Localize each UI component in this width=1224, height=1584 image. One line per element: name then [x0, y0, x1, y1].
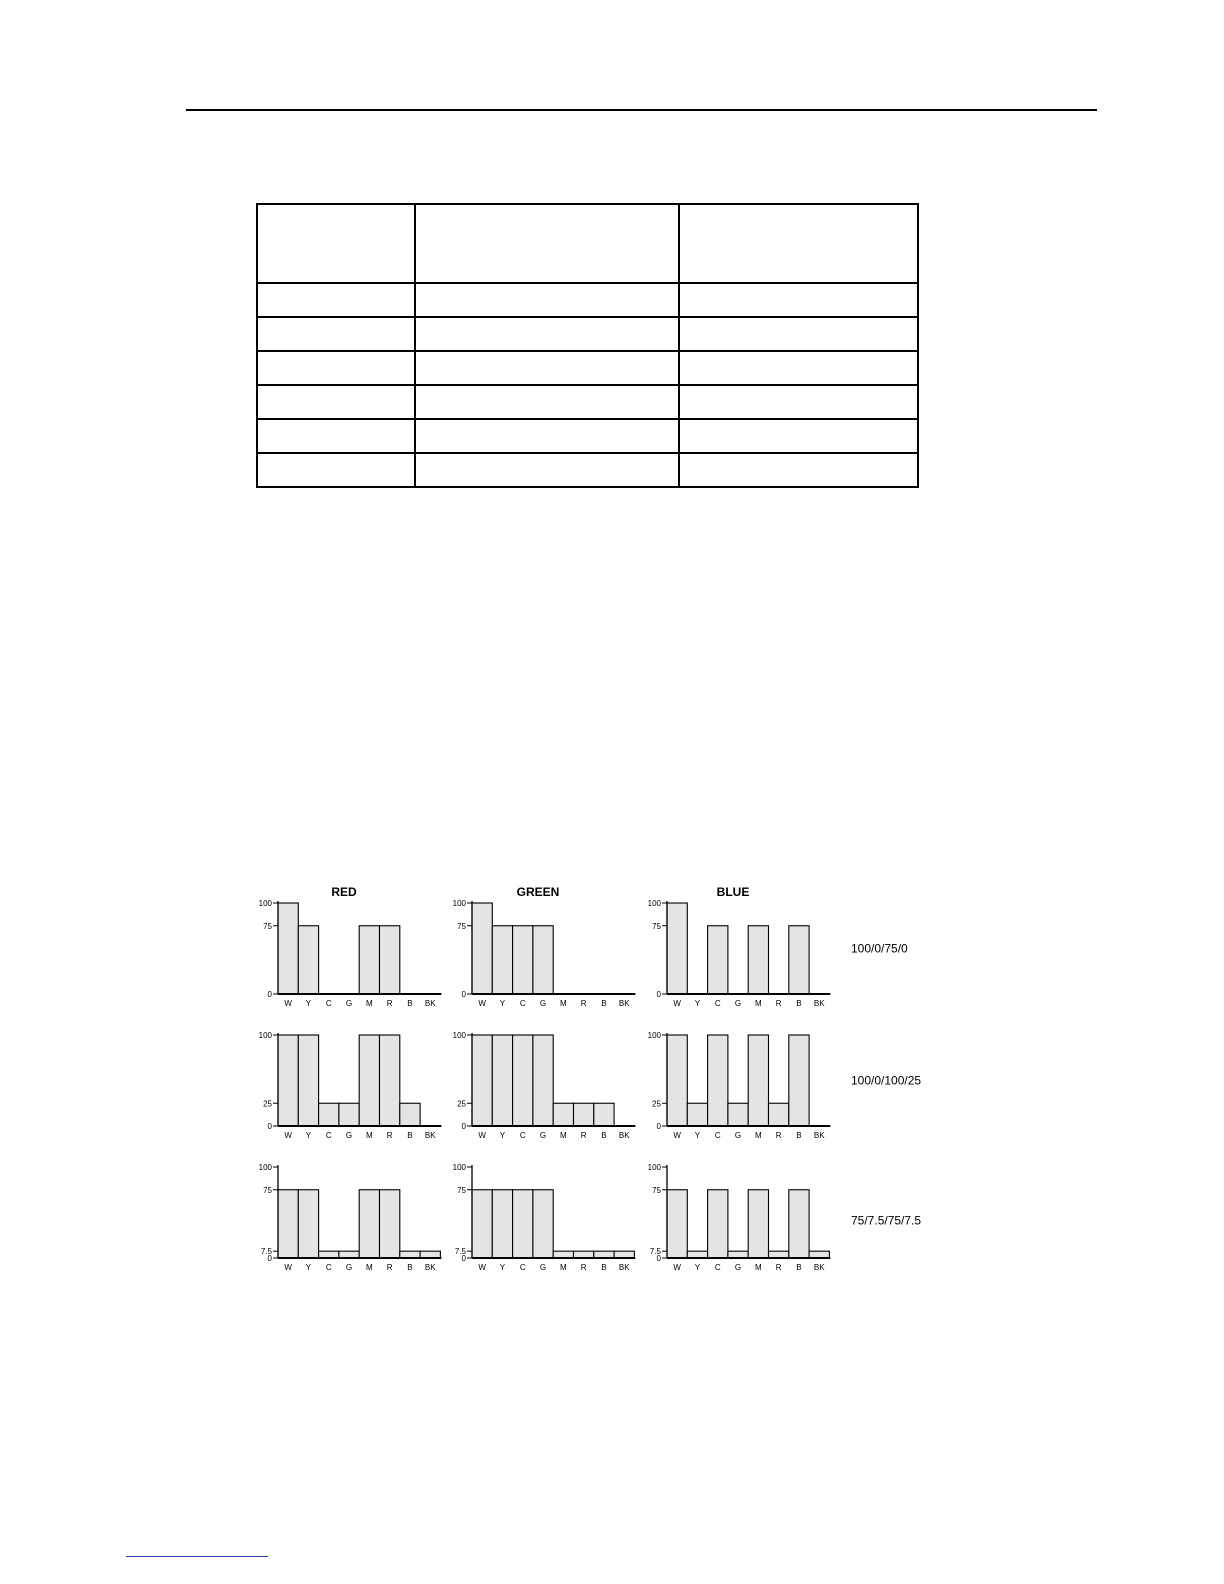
x-tick-label: C [519, 1131, 526, 1140]
y-tick-label: 0 [267, 1254, 272, 1263]
bar [339, 1103, 359, 1126]
y-tick-label: 0 [656, 1122, 661, 1131]
y-tick-label: 100 [452, 1163, 466, 1172]
x-tick-label: BK [618, 1263, 630, 1272]
y-tick-label: 25 [263, 1099, 272, 1109]
bar [789, 1190, 809, 1258]
y-tick-label: 7.5 [260, 1247, 272, 1257]
bar [298, 1035, 318, 1126]
bar [339, 1251, 359, 1258]
y-tick-label: 75 [263, 921, 272, 931]
bar [278, 1190, 298, 1258]
x-tick-label: W [284, 999, 292, 1008]
x-tick-label: G [734, 1263, 742, 1272]
x-tick-label: G [734, 1131, 742, 1140]
x-tick-label: G [345, 999, 353, 1008]
y-tick-label: 25 [652, 1099, 661, 1109]
chart-column-title: RED [331, 885, 357, 899]
x-tick-label: G [539, 1131, 547, 1140]
x-tick-label: C [325, 1131, 332, 1140]
x-tick-label: Y [694, 1263, 701, 1272]
row-label: 75/7.5/75/7.5 [851, 1213, 922, 1228]
bar [492, 1190, 512, 1258]
x-tick-label: BK [424, 1131, 436, 1140]
bar [472, 903, 492, 994]
bar [359, 926, 379, 994]
bar [513, 926, 533, 994]
bar [553, 1251, 573, 1258]
x-tick-label: Y [694, 999, 701, 1008]
x-tick-label: BK [424, 1263, 436, 1272]
x-tick-label: C [519, 999, 526, 1008]
y-tick-label: 7.5 [649, 1247, 661, 1257]
x-tick-label: G [539, 999, 547, 1008]
x-tick-label: BK [813, 1131, 825, 1140]
x-tick-label: BK [618, 1131, 630, 1140]
bar [380, 926, 400, 994]
x-tick-label: G [539, 1263, 547, 1272]
x-tick-label: B [796, 999, 802, 1008]
bar [319, 1251, 339, 1258]
bar [614, 1251, 634, 1258]
row-label: 100/0/100/25 [851, 1073, 922, 1088]
chart-column-title: GREEN [516, 885, 560, 899]
x-tick-label: W [478, 1263, 486, 1272]
x-tick-label: W [673, 1131, 681, 1140]
x-tick-label: R [386, 999, 393, 1008]
x-tick-label: W [284, 1263, 292, 1272]
bar [708, 1190, 728, 1258]
x-tick-label: C [714, 999, 721, 1008]
y-tick-label: 100 [258, 899, 272, 908]
y-tick-label: 100 [647, 899, 661, 908]
bar [687, 1103, 707, 1126]
bar [748, 1035, 768, 1126]
x-tick-label: B [601, 1131, 607, 1140]
bar [298, 926, 318, 994]
chart-column-title: BLUE [716, 885, 750, 899]
bar [472, 1035, 492, 1126]
x-tick-label: C [325, 999, 332, 1008]
y-tick-label: 0 [461, 990, 466, 999]
bar [769, 1103, 789, 1126]
x-tick-label: M [755, 999, 762, 1008]
row-label: 100/0/75/0 [851, 941, 908, 956]
bar [687, 1251, 707, 1258]
x-tick-label: R [386, 1263, 393, 1272]
y-tick-label: 0 [656, 1254, 661, 1263]
bar [359, 1035, 379, 1126]
x-tick-label: C [714, 1263, 721, 1272]
y-tick-label: 75 [652, 1185, 661, 1195]
bar [359, 1190, 379, 1258]
bar [319, 1103, 339, 1126]
x-tick-label: R [775, 999, 782, 1008]
bar [400, 1103, 420, 1126]
x-tick-label: C [519, 1263, 526, 1272]
bar [533, 926, 553, 994]
x-tick-label: Y [499, 999, 506, 1008]
x-tick-label: C [325, 1263, 332, 1272]
bar [420, 1251, 440, 1258]
x-tick-label: BK [424, 999, 436, 1008]
x-tick-label: Y [694, 1131, 701, 1140]
x-tick-label: M [560, 999, 567, 1008]
x-tick-label: M [366, 999, 373, 1008]
x-tick-label: W [673, 1263, 681, 1272]
bar [574, 1251, 594, 1258]
x-tick-label: B [796, 1131, 802, 1140]
x-tick-label: W [673, 999, 681, 1008]
bar [667, 1035, 687, 1126]
x-tick-label: R [580, 1131, 587, 1140]
y-tick-label: 75 [263, 1185, 272, 1195]
y-tick-label: 100 [452, 899, 466, 908]
y-tick-label: 100 [258, 1163, 272, 1172]
bar [769, 1251, 789, 1258]
x-tick-label: R [775, 1131, 782, 1140]
x-tick-label: W [478, 999, 486, 1008]
bar [809, 1251, 829, 1258]
y-tick-label: 75 [457, 1185, 466, 1195]
bar [728, 1103, 748, 1126]
y-tick-label: 0 [267, 990, 272, 999]
x-tick-label: G [345, 1131, 353, 1140]
x-tick-label: B [601, 1263, 607, 1272]
bar [513, 1190, 533, 1258]
x-tick-label: W [284, 1131, 292, 1140]
bar [708, 1035, 728, 1126]
y-tick-label: 100 [452, 1031, 466, 1040]
bar [298, 1190, 318, 1258]
bar [400, 1251, 420, 1258]
x-tick-label: M [755, 1263, 762, 1272]
x-tick-label: Y [499, 1263, 506, 1272]
x-tick-label: R [580, 999, 587, 1008]
x-tick-label: BK [813, 1263, 825, 1272]
bar [594, 1103, 614, 1126]
x-tick-label: M [366, 1263, 373, 1272]
y-tick-label: 100 [647, 1031, 661, 1040]
x-tick-label: Y [499, 1131, 506, 1140]
x-tick-label: B [407, 999, 413, 1008]
x-tick-label: BK [813, 999, 825, 1008]
x-tick-label: G [345, 1263, 353, 1272]
bar [380, 1035, 400, 1126]
bar [380, 1190, 400, 1258]
x-tick-label: R [775, 1263, 782, 1272]
bar [748, 1190, 768, 1258]
bar [513, 1035, 533, 1126]
bar [748, 926, 768, 994]
bar [594, 1251, 614, 1258]
x-tick-label: M [366, 1131, 373, 1140]
y-tick-label: 0 [461, 1254, 466, 1263]
x-tick-label: M [560, 1263, 567, 1272]
x-tick-label: R [386, 1131, 393, 1140]
bar [533, 1190, 553, 1258]
y-tick-label: 0 [656, 990, 661, 999]
x-tick-label: Y [305, 999, 312, 1008]
y-tick-label: 7.5 [454, 1247, 466, 1257]
x-tick-label: B [601, 999, 607, 1008]
x-tick-label: C [714, 1131, 721, 1140]
x-tick-label: Y [305, 1131, 312, 1140]
y-tick-label: 100 [647, 1163, 661, 1172]
x-tick-label: Y [305, 1263, 312, 1272]
bar [533, 1035, 553, 1126]
bar [667, 903, 687, 994]
x-tick-label: B [407, 1131, 413, 1140]
x-tick-label: M [755, 1131, 762, 1140]
bar [472, 1190, 492, 1258]
bar [789, 926, 809, 994]
y-tick-label: 100 [258, 1031, 272, 1040]
bar [728, 1251, 748, 1258]
bar [492, 926, 512, 994]
bar [278, 1035, 298, 1126]
footnote-link-line[interactable] [126, 1556, 268, 1557]
y-tick-label: 75 [652, 921, 661, 931]
bar [789, 1035, 809, 1126]
x-tick-label: B [796, 1263, 802, 1272]
x-tick-label: W [478, 1131, 486, 1140]
x-tick-label: BK [618, 999, 630, 1008]
x-tick-label: R [580, 1263, 587, 1272]
bar [278, 903, 298, 994]
x-tick-label: B [407, 1263, 413, 1272]
y-tick-label: 75 [457, 921, 466, 931]
bar [492, 1035, 512, 1126]
y-tick-label: 25 [457, 1099, 466, 1109]
bar [553, 1103, 573, 1126]
bar [667, 1190, 687, 1258]
bar [708, 926, 728, 994]
y-tick-label: 0 [267, 1122, 272, 1131]
bar [574, 1103, 594, 1126]
x-tick-label: M [560, 1131, 567, 1140]
x-tick-label: G [734, 999, 742, 1008]
y-tick-label: 0 [461, 1122, 466, 1131]
